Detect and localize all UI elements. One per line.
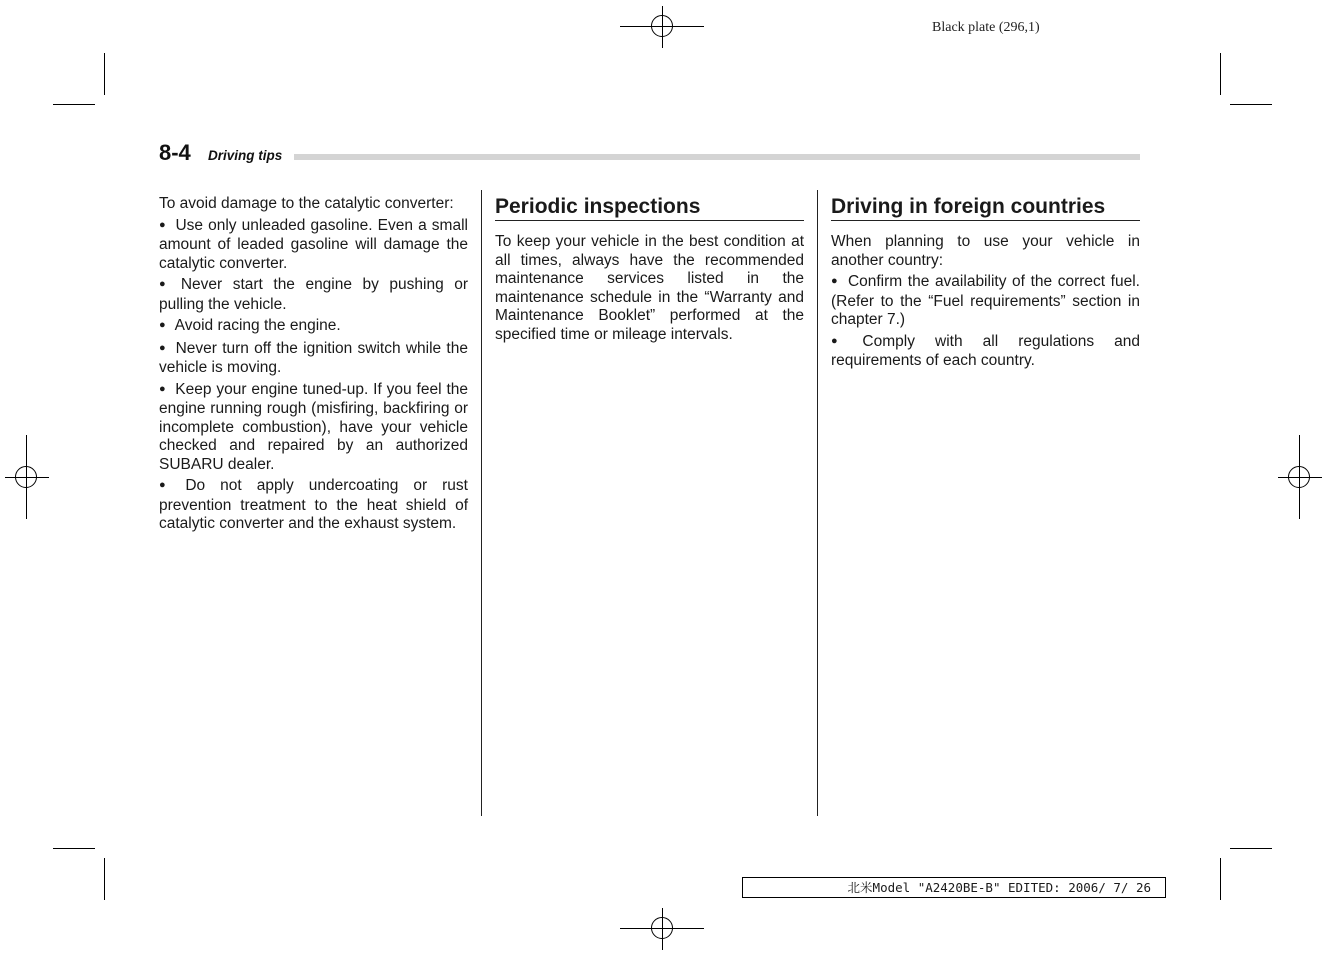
page-number: 8-4 — [159, 140, 191, 165]
bullet-icon: ● — [159, 218, 167, 231]
bullet-icon: ● — [159, 319, 166, 331]
edit-stamp: 北米Model "A2420BE-B" EDITED: 2006/ 7/ 26 — [742, 877, 1166, 898]
column2-body: To keep your vehicle in the best condition at all times, always have the recommended maintenance services listed in the maintenance schedule in the “Warranty and Maintenance Booklet” performed at the specified time or mileage intervals. — [495, 233, 804, 343]
list-item: ● Do not apply undercoating or rust prevention treatment to the heat shield of catalytic converter and the exhaust system. — [159, 477, 468, 532]
column-foreign-countries — [831, 195, 1140, 371]
list-item: ● Comply with all regulations and requirements of each country. — [831, 332, 1140, 369]
column-catalytic-converter — [159, 195, 468, 534]
list-item: ● Avoid racing the engine. — [159, 317, 341, 334]
header-rule — [159, 154, 1140, 160]
heading-periodic-inspections: Periodic inspections — [495, 195, 804, 221]
heading-foreign-countries: Driving in foreign countries — [831, 195, 1140, 221]
plate-label: Black plate (296,1) — [932, 20, 1040, 35]
bullet-icon: ● — [159, 278, 172, 290]
bullet-icon: ● — [831, 334, 854, 347]
column3-intro: When planning to use your vehicle in another country: — [831, 233, 1140, 269]
column-divider — [481, 190, 482, 816]
section-title: Driving tips — [208, 148, 283, 163]
column1-intro: To avoid damage to the catalytic converter: — [159, 195, 454, 212]
column-divider — [817, 190, 818, 816]
column-periodic-inspections — [495, 195, 804, 344]
bullet-icon: ● — [159, 479, 177, 491]
list-item: ● Never turn off the ignition switch while the vehicle is moving. — [159, 339, 468, 376]
list-item: ● Use only unleaded gasoline. Even a small amount of leaded gasoline will damage the catalytic converter. — [159, 216, 468, 272]
list-item: ● Keep your engine tuned-up. If you feel the engine running rough (misfiring, backfiring or incomplete combustion), have your vehicle checked and repaired by an authorized SUBARU dealer. — [159, 380, 468, 473]
bullet-icon: ● — [159, 382, 167, 395]
list-item: ● Never start the engine by pushing or pulling the vehicle. — [159, 276, 468, 313]
list-item: ● Confirm the availability of the correct fuel. (Refer to the “Fuel requirements” section in chapter 7.) — [831, 273, 1140, 328]
bullet-icon: ● — [831, 275, 839, 287]
bullet-icon: ● — [159, 341, 167, 354]
